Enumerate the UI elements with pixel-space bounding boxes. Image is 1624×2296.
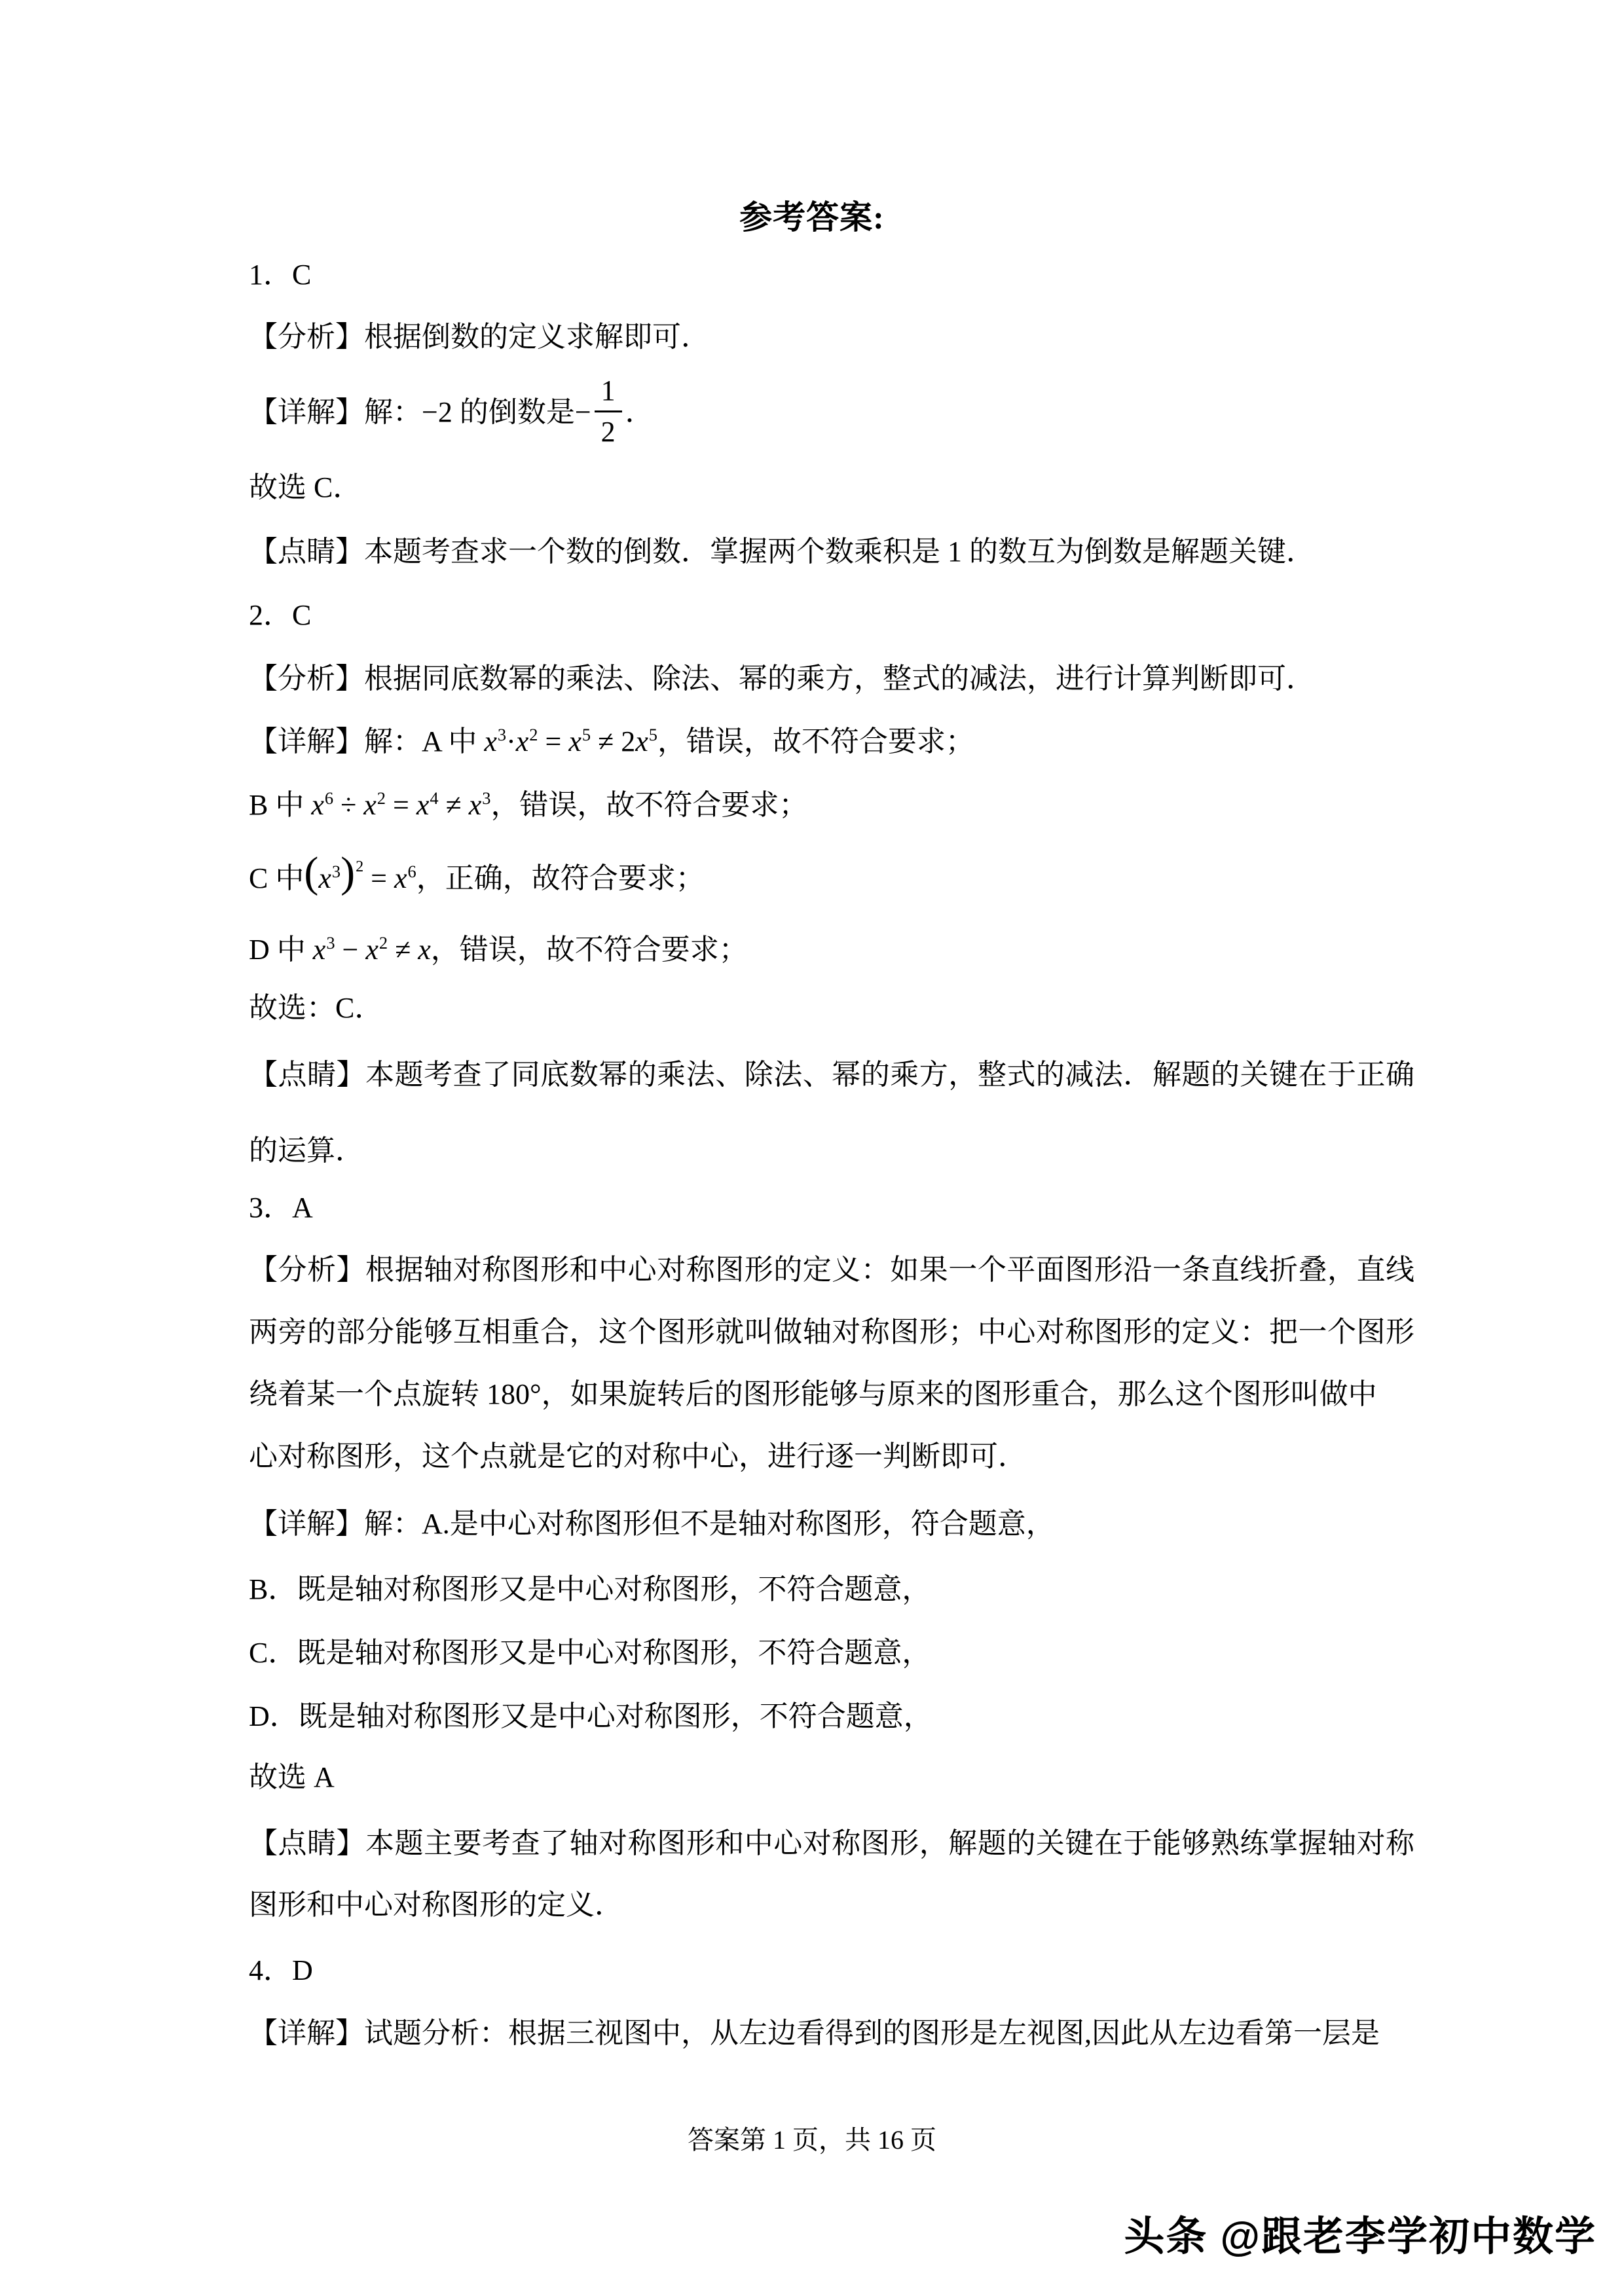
answer-3-analysis-1: 【分析】根据轴对称图形和中心对称图形的定义：如果一个平面图形沿一条直线折叠，直线 <box>249 1254 1414 1286</box>
answer-4-detail: 【详解】试题分析：根据三视图中，从左边看得到的图形是左视图,因此从左边看第一层是 <box>249 2017 1380 2049</box>
answer-2-detail-d: D 中 $x^3 - x^2 \ne x$，错误，故不符合要求； <box>249 932 748 966</box>
answer-2-note-1: 【点睛】本题考查了同底数幂的乘法、除法、幂的乘方，整式的减法．解题的关键在于正确 <box>249 1059 1414 1091</box>
answer-3-number: 3．A <box>249 1192 313 1224</box>
answer-1-number: 1．C <box>249 259 312 291</box>
answer-3-detail-b: B．既是轴对称图形又是中心对称图形，不符合题意， <box>249 1573 931 1605</box>
answer-3-conclusion: 故选 A <box>249 1761 335 1793</box>
answer-3-detail-a: 【详解】解：A.是中心对称图形但不是轴对称图形，符合题意， <box>249 1508 1055 1540</box>
answer-2-detail-a: 【详解】解：A 中 $x^3\cdot x^2 = x^5 \ne 2x^5$，错误，故不符合要求； <box>249 724 974 757</box>
answer-3-analysis-3: 绕着某一个点旋转 180°，如果旋转后的图形能够与原来的图形重合，那么这个图形叫做中 <box>249 1378 1377 1410</box>
answer-3-detail-c: C．既是轴对称图形又是中心对称图形，不符合题意， <box>249 1637 931 1669</box>
answer-3-analysis-2: 两旁的部分能够互相重合，这个图形就叫做轴对称图形；中心对称图形的定义：把一个图形 <box>249 1316 1414 1348</box>
answer-1-note: 【点睛】本题考查求一个数的倒数．掌握两个数乘积是 1 的数互为倒数是解题关键． <box>249 536 1315 568</box>
answer-1-conclusion: 故选 C． <box>249 471 362 503</box>
page-footer: 答案第 1 页，共 16 页 <box>688 2125 936 2155</box>
watermark: 头条 @跟老李学初中数学 <box>1124 2214 1596 2259</box>
answer-2-number: 2．C <box>249 599 312 631</box>
answer-2-conclusion: 故选：C． <box>249 992 384 1024</box>
answer-2-detail-c: C 中$(x^3)^2 = x^6$，正确，故符合要求； <box>249 848 705 896</box>
answer-2-analysis: 【分析】根据同底数幂的乘法、除法、幂的乘方，整式的减法，进行计算判断即可． <box>249 663 1315 695</box>
answer-2-note-2: 的运算． <box>249 1135 364 1167</box>
answer-3-analysis-4: 心对称图形，这个点就是它的对称中心，进行逐一判断即可． <box>249 1440 1027 1472</box>
answer-2-detail-b: B 中 $x^6 \div x^2 = x^4 \ne x^3$，错误，故不符合要求； <box>249 788 808 821</box>
answer-4-number: 4．D <box>249 1954 313 1986</box>
answer-3-note-2: 图形和中心对称图形的定义． <box>249 1889 623 1921</box>
answer-1-analysis: 【分析】根据倒数的定义求解即可． <box>249 321 710 353</box>
answer-3-note-1: 【点睛】本题主要考查了轴对称图形和中心对称图形，解题的关键在于能够熟练掌握轴对称 <box>249 1827 1414 1859</box>
page-title: 参考答案: <box>739 199 885 236</box>
answer-1-detail: 【详解】解：−2 的倒数是− $\frac{1}{2}$ ． <box>249 374 654 448</box>
answer-3-detail-d: D．既是轴对称图形又是中心对称图形，不符合题意， <box>249 1700 932 1732</box>
